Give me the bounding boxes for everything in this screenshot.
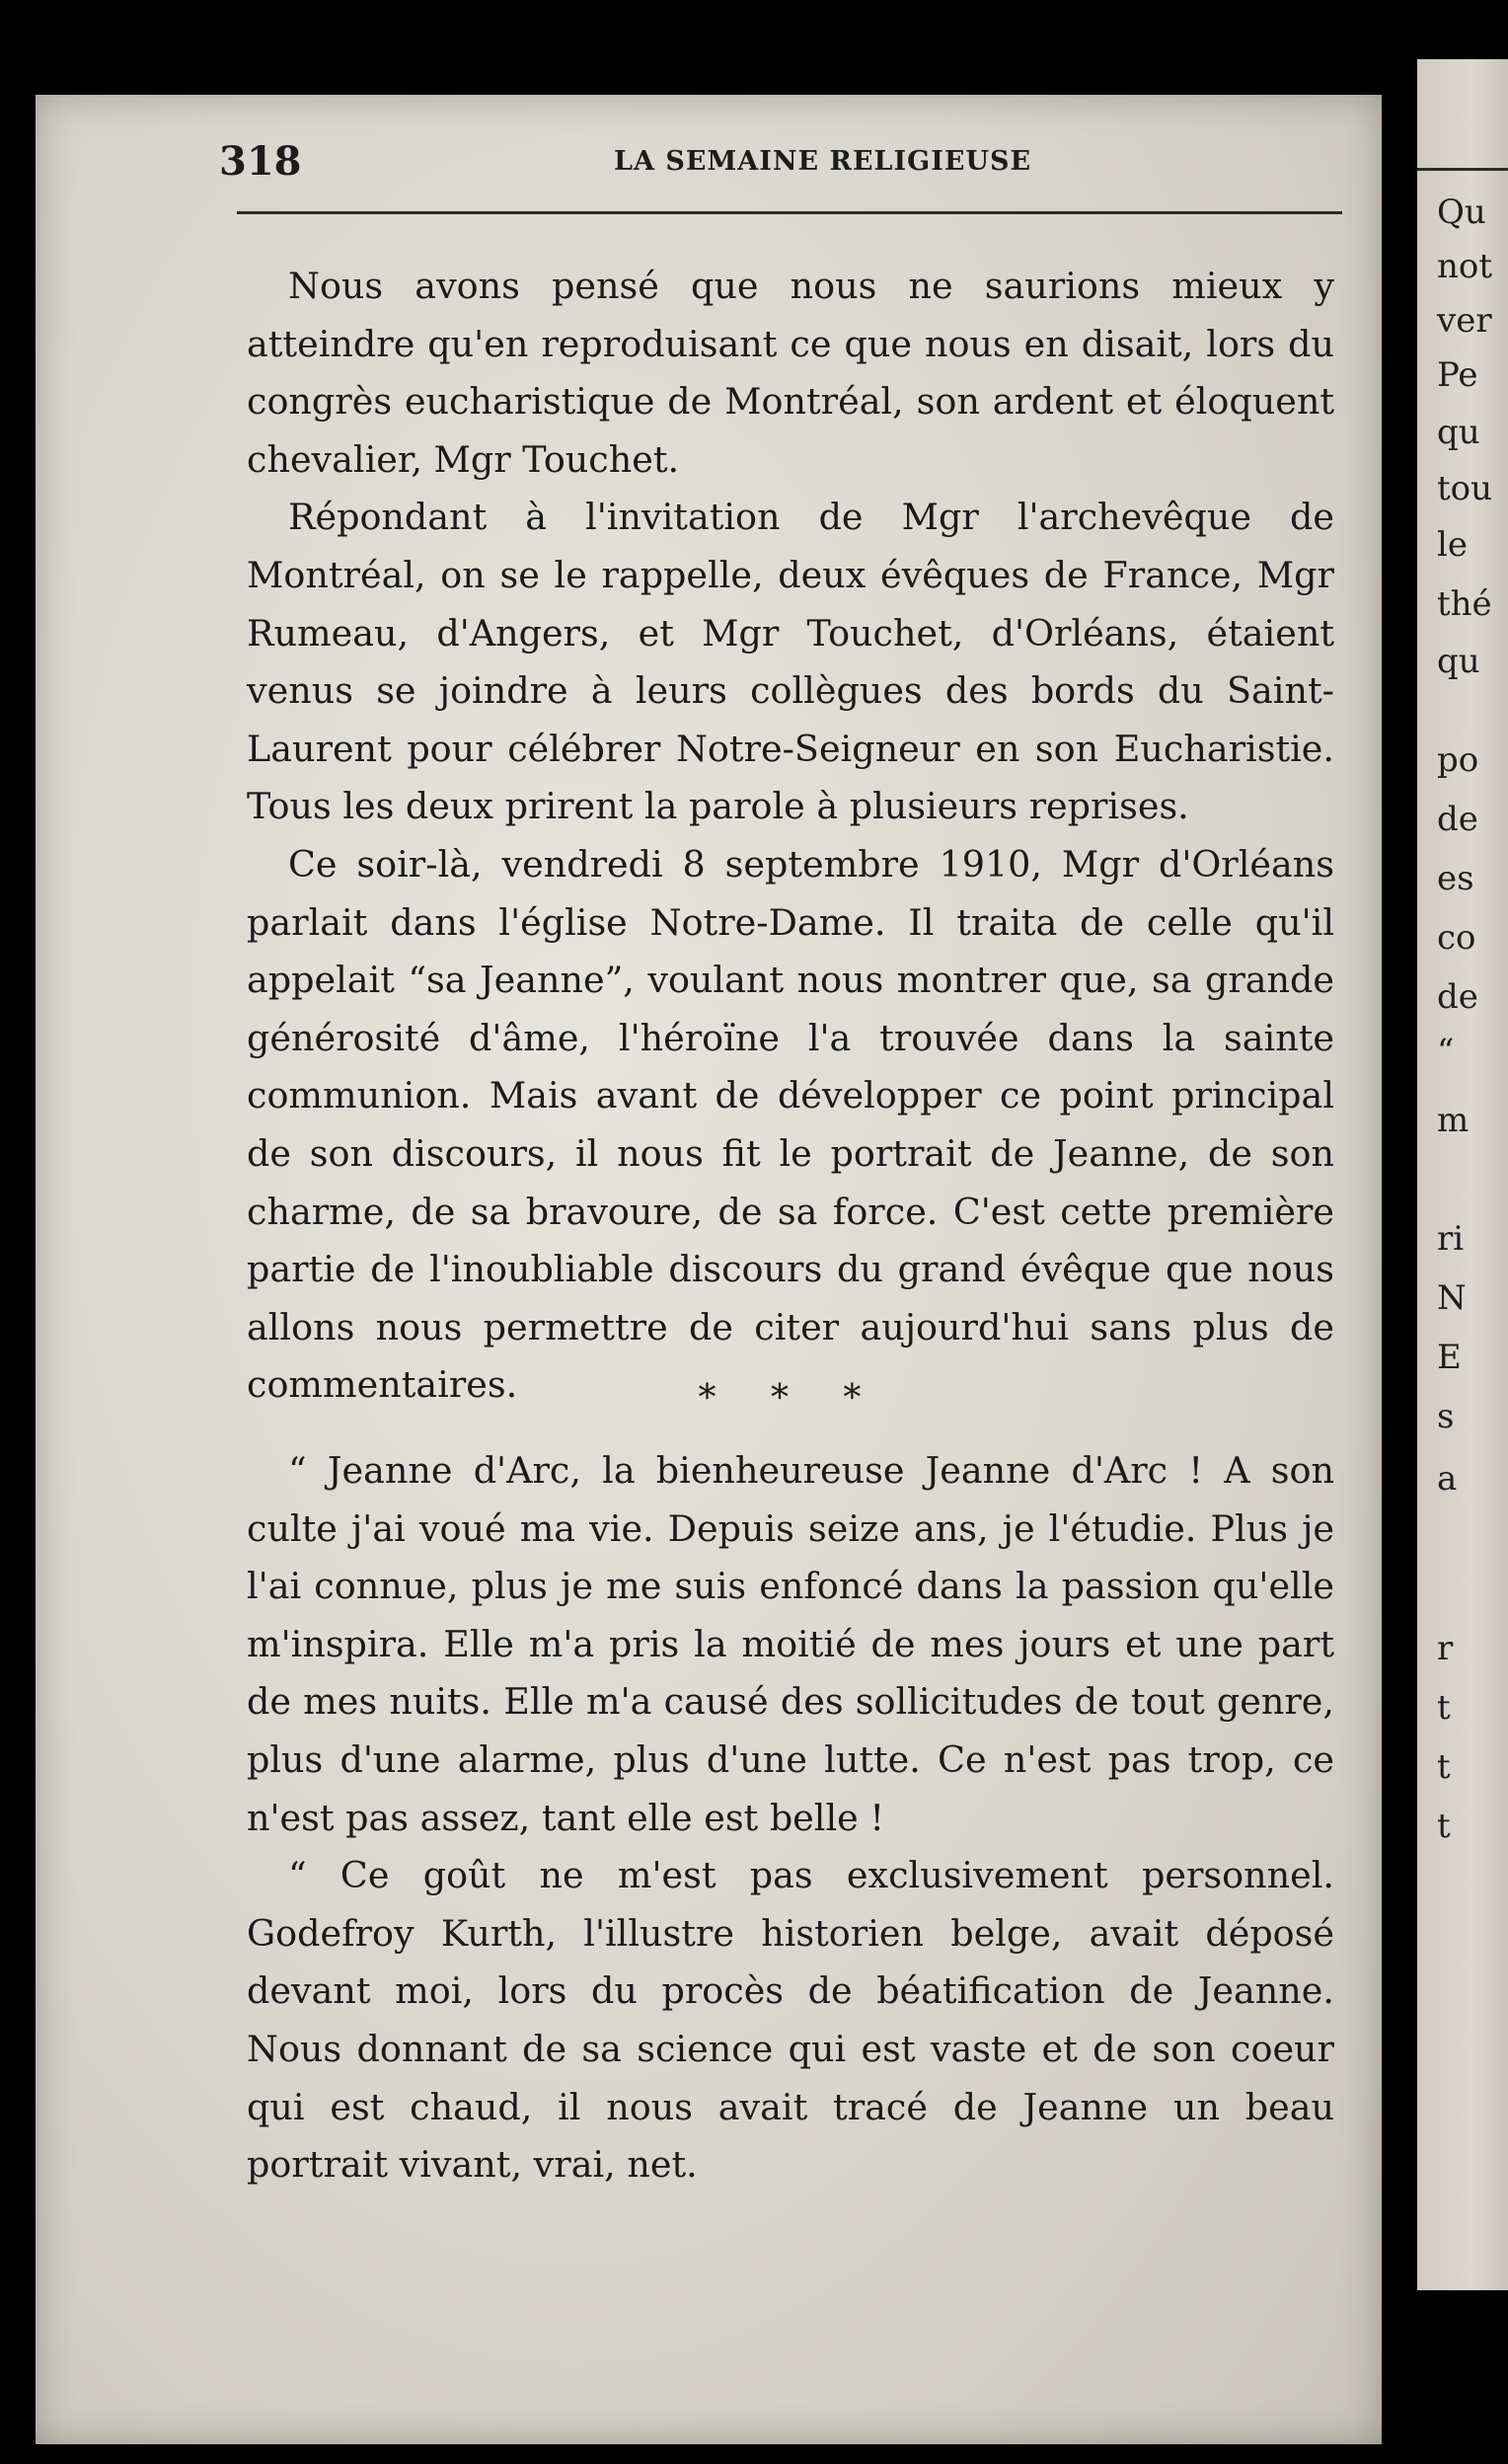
body-text-top bbox=[247, 258, 1334, 1415]
facing-fragment: le bbox=[1437, 525, 1468, 565]
facing-fragment: es bbox=[1437, 859, 1474, 898]
paragraph: Nous avons pensé que nous ne saurions mieux y atteindre qu'en reproduisant ce que nous en disait, lors du congrès eucharistique de Montréal, son ardent et éloquent chevalier, Mgr Touchet. bbox=[247, 265, 1334, 481]
facing-fragment: thé bbox=[1437, 584, 1492, 624]
running-title: LA SEMAINE RELIGIEUSE bbox=[614, 146, 1032, 177]
header-rule bbox=[237, 211, 1342, 214]
facing-fragment: r bbox=[1437, 1629, 1454, 1668]
facing-fragment: m bbox=[1437, 1101, 1470, 1140]
facing-page-rule bbox=[1417, 168, 1508, 171]
facing-fragment: ri bbox=[1437, 1219, 1465, 1259]
facing-fragment: qu bbox=[1437, 642, 1480, 681]
facing-fragment: t bbox=[1437, 1807, 1451, 1846]
facing-fragment: “ bbox=[1437, 1032, 1455, 1071]
book-page bbox=[36, 95, 1382, 2444]
facing-fragment: qu bbox=[1437, 413, 1480, 452]
page-number: 318 bbox=[219, 138, 302, 185]
facing-fragment: de bbox=[1437, 800, 1478, 839]
facing-fragment: not bbox=[1437, 247, 1493, 286]
facing-fragment: N bbox=[1437, 1278, 1467, 1318]
facing-fragment: a bbox=[1437, 1459, 1458, 1499]
paragraph: Ce soir-là, vendredi 8 septembre 1910, Mgr d'Orléans parlait dans l'église Notre-Dame. Il traita de celle qu'il appelait “sa Jeanne”, voulant nous montrer que, sa grande générosité d'âme, l'héroïne l'a trouvée dans la sainte communion. Mais avant de développer ce point principal de son discours, il nous fit le portrait de Jeanne, de son charme, de sa bravoure, de sa force. C'est cette première partie de l'inoubliable discours du grand évêque que nous allons nous permettre de citer aujourd'hui sans plus de commentaires. bbox=[247, 842, 1334, 1407]
facing-fragment: Qu bbox=[1437, 192, 1486, 232]
section-break: * * * bbox=[698, 1378, 883, 1419]
body-text-quote bbox=[247, 1442, 1334, 2194]
page-header bbox=[219, 138, 1354, 197]
facing-fragment: t bbox=[1437, 1747, 1451, 1787]
facing-fragment: tou bbox=[1437, 469, 1493, 508]
quote-paragraph: “ Ce goût ne m'est pas exclusivement personnel. Godefroy Kurth, l'illustre historien belge, avait déposé devant moi, lors du procès de béatification de Jeanne. Nous donnant de sa science qui est vaste et de son coeur qui est chaud, il nous avait tracé de Jeanne un beau portrait vivant, vrai, net. bbox=[247, 1854, 1334, 2187]
facing-fragment: co bbox=[1437, 918, 1476, 958]
facing-fragment: ver bbox=[1437, 301, 1492, 341]
facing-fragment: t bbox=[1437, 1688, 1451, 1728]
facing-fragment: s bbox=[1437, 1397, 1455, 1436]
facing-page-edge bbox=[1417, 59, 1508, 2290]
facing-fragment: Pe bbox=[1437, 355, 1478, 395]
facing-fragment: de bbox=[1437, 977, 1478, 1017]
facing-fragment: po bbox=[1437, 740, 1479, 780]
quote-paragraph: “ Jeanne d'Arc, la bienheureuse Jeanne d'Arc ! A son culte j'ai voué ma vie. Depuis seize ans, je l'étudie. Plus je l'ai connue, plus je me suis enfoncé dans la passion qu'elle m'inspira. Elle m'a pris la moitié de mes jours et une part de mes nuits. Elle m'a causé des sollicitudes de tout genre, plus d'une alarme, plus d'une lutte. Ce n'est pas trop, ce n'est pas assez, tant elle est belle ! bbox=[247, 1449, 1334, 1839]
facing-fragment: E bbox=[1437, 1338, 1462, 1377]
paragraph: Répondant à l'invitation de Mgr l'archevêque de Montréal, on se le rappelle, deux évêques de France, Mgr Rumeau, d'Angers, et Mgr Touchet, d'Orléans, étaient venus se joindre à leurs collègues des bords du Saint-Laurent pour célébrer Notre-Seigneur en son Eucharistie. Tous les deux prirent la parole à plusieurs reprises. bbox=[247, 496, 1334, 828]
